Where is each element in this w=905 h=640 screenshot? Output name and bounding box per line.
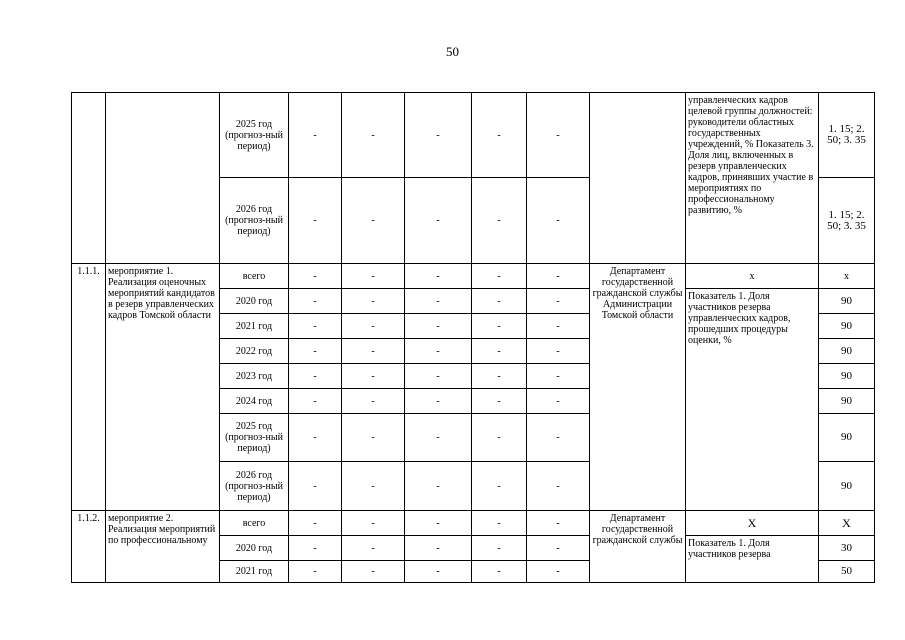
dash-cell: -: [289, 93, 342, 178]
dash-cell: -: [527, 414, 590, 462]
indicator-cell: Показатель 1. Доля участников резерва управленческих кадров, прошедших процедуры оценки, %: [686, 289, 819, 511]
dash-cell: -: [527, 561, 590, 583]
dash-cell: -: [472, 511, 527, 536]
year-cell: 2026 год (прогноз-ный период): [220, 178, 289, 264]
dash-cell: -: [342, 536, 405, 561]
dash-cell: -: [405, 511, 472, 536]
code-cell: 1.1.2.: [72, 511, 106, 583]
value-cell: 30: [819, 536, 875, 561]
dash-cell: -: [472, 462, 527, 511]
dash-cell: -: [472, 364, 527, 389]
year-cell: 2020 год: [220, 536, 289, 561]
year-cell: 2020 год: [220, 289, 289, 314]
year-cell: 2022 год: [220, 339, 289, 364]
dash-cell: -: [472, 93, 527, 178]
dash-cell: -: [472, 314, 527, 339]
dash-cell: -: [472, 561, 527, 583]
value-cell: 50: [819, 561, 875, 583]
dash-cell: -: [405, 414, 472, 462]
dash-cell: -: [342, 314, 405, 339]
dash-cell: -: [527, 462, 590, 511]
year-cell: всего: [220, 511, 289, 536]
program-table: [71, 92, 875, 583]
year-cell: всего: [220, 264, 289, 289]
dash-cell: -: [472, 339, 527, 364]
code-cell: [72, 93, 106, 264]
dash-cell: -: [289, 339, 342, 364]
year-cell: 2025 год (прогноз-ный период): [220, 93, 289, 178]
dash-cell: -: [342, 264, 405, 289]
name-cell: мероприятие 2. Реализация мероприятий по профессиональному: [106, 511, 220, 583]
dash-cell: -: [405, 314, 472, 339]
executor-cell: [590, 93, 686, 264]
indicator-x-cell: Х: [686, 511, 819, 536]
dash-cell: -: [405, 289, 472, 314]
dash-cell: -: [527, 289, 590, 314]
value-x-cell: Х: [819, 511, 875, 536]
dash-cell: -: [342, 93, 405, 178]
year-cell: 2023 год: [220, 364, 289, 389]
value-cell: 90: [819, 364, 875, 389]
dash-cell: -: [472, 389, 527, 414]
value-cell: 90: [819, 462, 875, 511]
dash-cell: -: [472, 289, 527, 314]
executor-cell: Департамент государственной гражданской службы Администрации Томской области: [590, 264, 686, 511]
executor-cell: Департамент государственной гражданской службы: [590, 511, 686, 583]
indicator-x-cell: х: [686, 264, 819, 289]
dash-cell: -: [405, 93, 472, 178]
dash-cell: -: [289, 536, 342, 561]
dash-cell: -: [289, 314, 342, 339]
year-cell: 2021 год: [220, 561, 289, 583]
dash-cell: -: [405, 364, 472, 389]
year-cell: 2024 год: [220, 389, 289, 414]
year-cell: 2021 год: [220, 314, 289, 339]
dash-cell: -: [472, 414, 527, 462]
dash-cell: -: [405, 339, 472, 364]
dash-cell: -: [342, 389, 405, 414]
value-cell: 90: [819, 339, 875, 364]
name-cell: мероприятие 1. Реализация оценочных мероприятий кандидатов в резерв управленческих кадров Томской области: [106, 264, 220, 511]
dash-cell: -: [527, 536, 590, 561]
dash-cell: -: [527, 339, 590, 364]
value-cell: 90: [819, 389, 875, 414]
dash-cell: -: [289, 289, 342, 314]
dash-cell: -: [527, 364, 590, 389]
dash-cell: -: [289, 178, 342, 264]
dash-cell: -: [342, 339, 405, 364]
dash-cell: -: [289, 462, 342, 511]
dash-cell: -: [527, 511, 590, 536]
name-cell: [106, 93, 220, 264]
value-cell: 90: [819, 289, 875, 314]
dash-cell: -: [342, 364, 405, 389]
dash-cell: -: [342, 289, 405, 314]
dash-cell: -: [472, 536, 527, 561]
page-number: 50: [446, 44, 459, 59]
year-cell: 2026 год (прогноз-ный период): [220, 462, 289, 511]
dash-cell: -: [405, 561, 472, 583]
dash-cell: -: [527, 178, 590, 264]
dash-cell: -: [289, 414, 342, 462]
dash-cell: -: [342, 561, 405, 583]
dash-cell: -: [405, 389, 472, 414]
dash-cell: -: [405, 178, 472, 264]
value-cell: 1. 15; 2. 50; 3. 35: [819, 178, 875, 264]
dash-cell: -: [472, 178, 527, 264]
dash-cell: -: [527, 93, 590, 178]
dash-cell: -: [289, 389, 342, 414]
table-row: [72, 264, 875, 289]
dash-cell: -: [289, 511, 342, 536]
indicator-cell: Показатель 1. Доля участников резерва: [686, 536, 819, 583]
table-row: [72, 511, 875, 536]
year-cell: 2025 год (прогноз-ный период): [220, 414, 289, 462]
table-row: [72, 93, 875, 178]
indicator-cell: управленческих кадров целевой группы должностей: руководители областных государственных учреждений, % Показатель 3. Доля лиц, включенных в резерв управленческих кадров, принявших участие в мероприятиях по профессиональному развитию, %: [686, 93, 819, 264]
dash-cell: -: [527, 314, 590, 339]
dash-cell: -: [342, 462, 405, 511]
value-cell: 90: [819, 314, 875, 339]
dash-cell: -: [342, 511, 405, 536]
dash-cell: -: [342, 414, 405, 462]
value-cell: 90: [819, 414, 875, 462]
dash-cell: -: [405, 536, 472, 561]
dash-cell: -: [472, 264, 527, 289]
dash-cell: -: [289, 561, 342, 583]
dash-cell: -: [342, 178, 405, 264]
dash-cell: -: [405, 264, 472, 289]
value-x-cell: х: [819, 264, 875, 289]
dash-cell: -: [405, 462, 472, 511]
code-cell: 1.1.1.: [72, 264, 106, 511]
dash-cell: -: [289, 364, 342, 389]
dash-cell: -: [289, 264, 342, 289]
dash-cell: -: [527, 389, 590, 414]
dash-cell: -: [527, 264, 590, 289]
value-cell: 1. 15; 2. 50; 3. 35: [819, 93, 875, 178]
